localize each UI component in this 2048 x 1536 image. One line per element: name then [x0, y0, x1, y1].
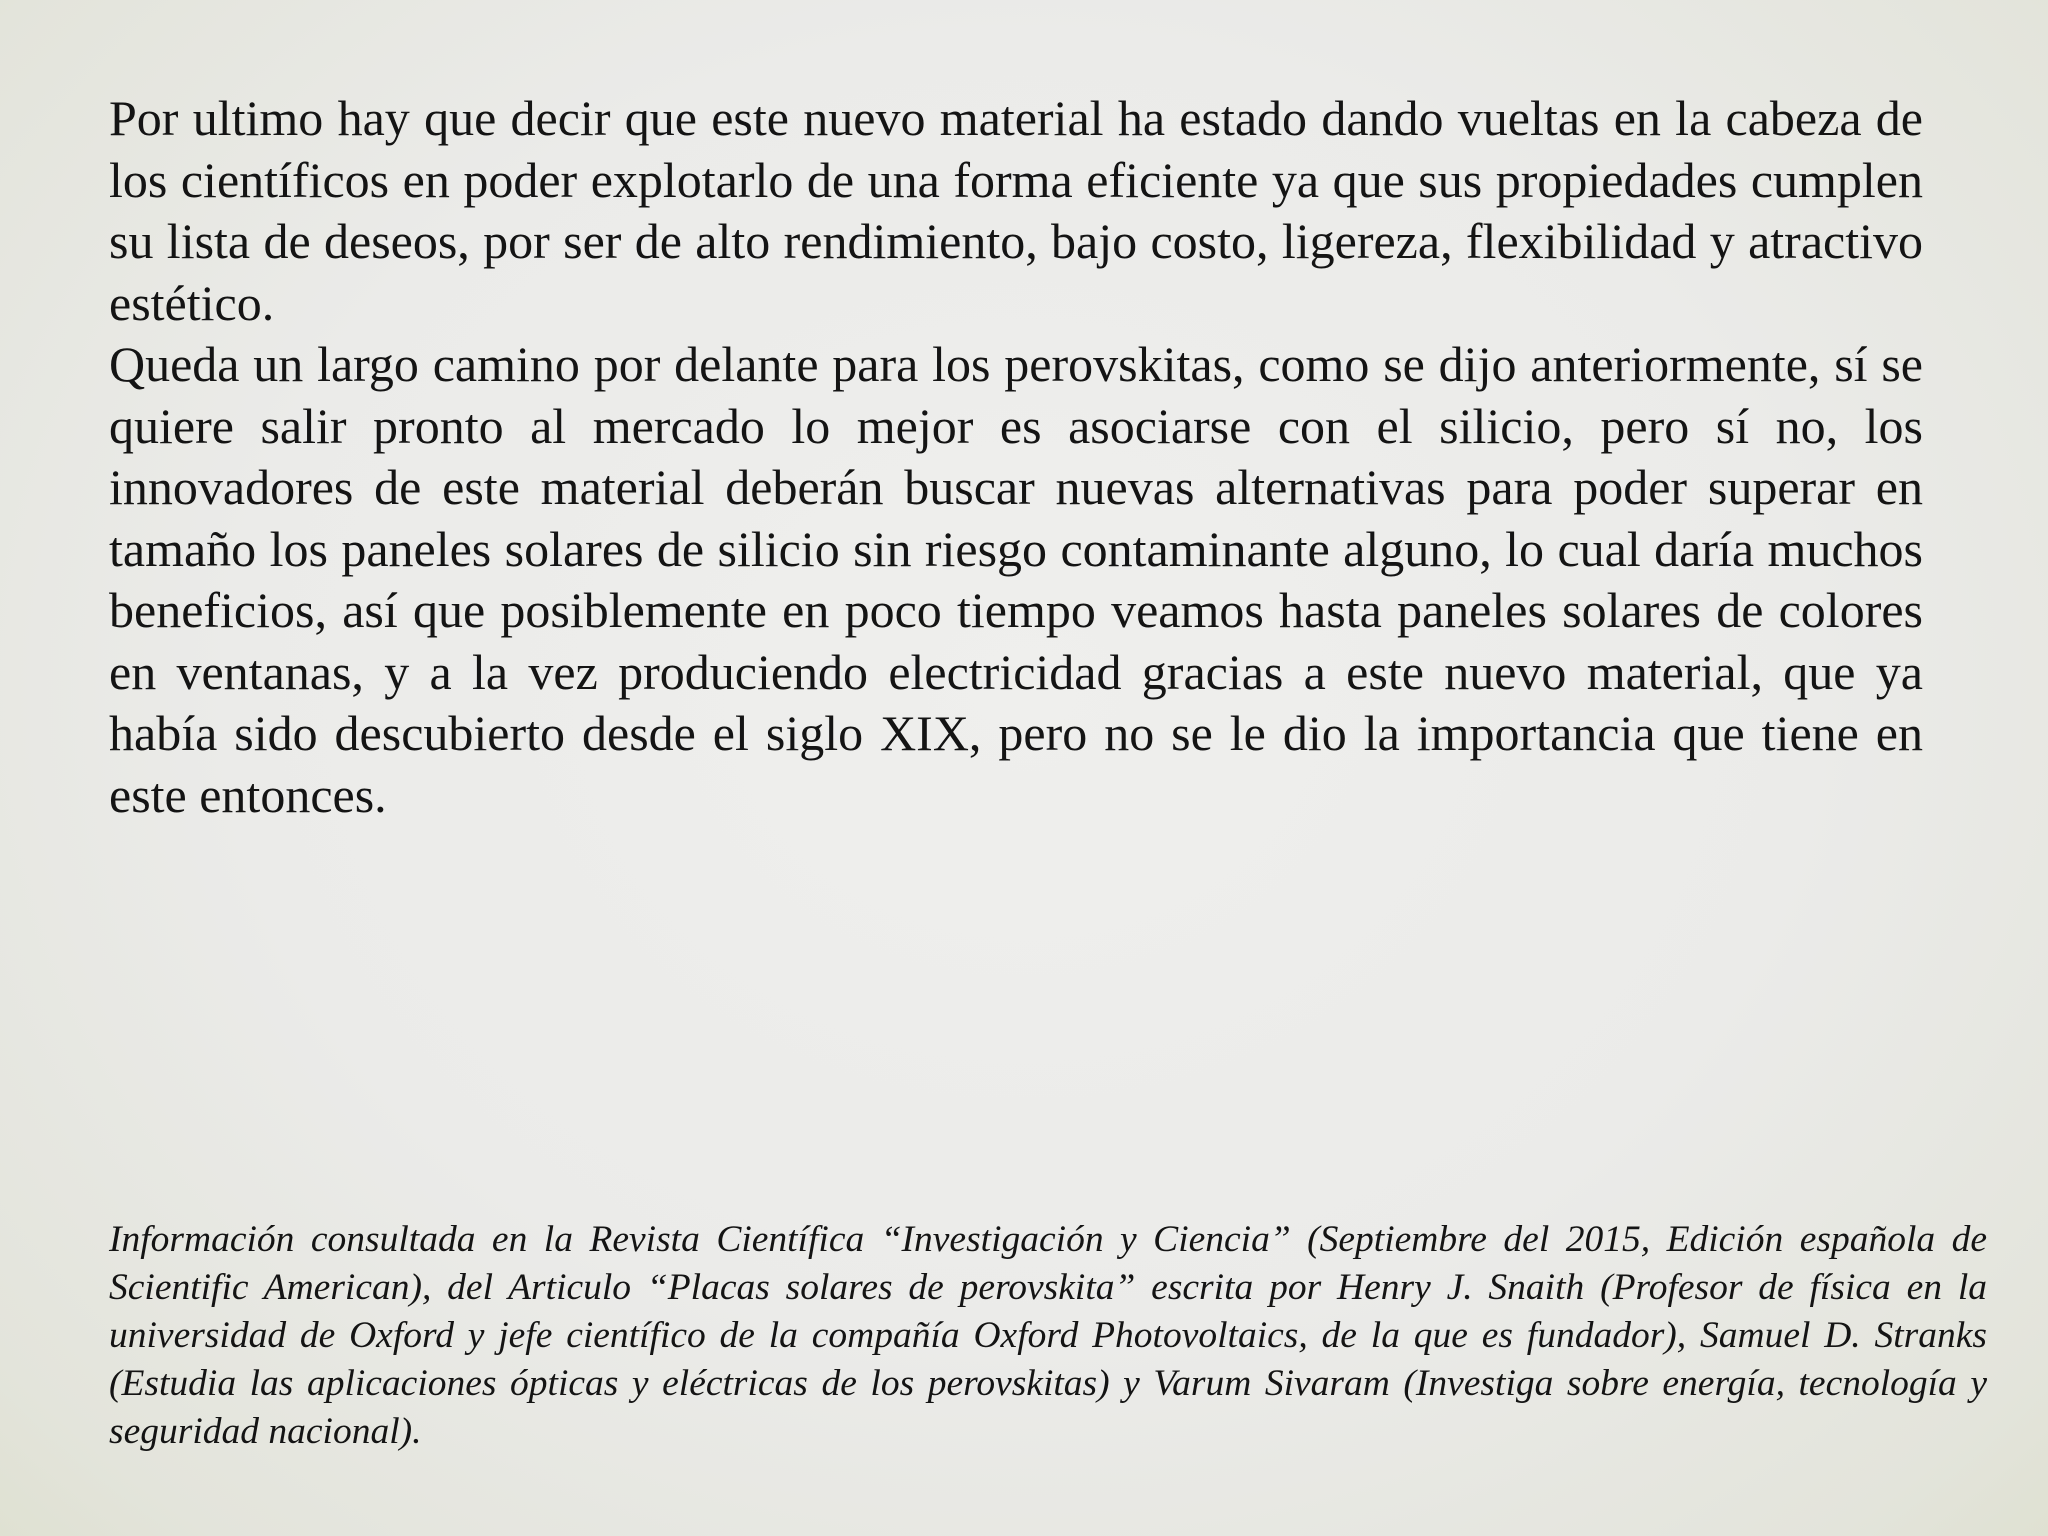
paragraph-conclusion: Por ultimo hay que decir que este nuevo material ha estado dando vueltas en la cabeza de los científicos en poder explotarlo de una forma eficiente ya que sus propiedades cumplen su lista de deseos, por ser de alto rendimiento, bajo costo, ligereza, flexibilidad y atractivo estético. — [109, 90, 1923, 331]
source-citation: Información consultada en la Revista Científica “Investigación y Ciencia” (Septiembre del 2015, Edición española de Scientific American), del Articulo “Placas solares de perovskita” escrita por Henry J. Snaith (Profesor de física en la universidad de Oxford y jefe científico de la compañía Oxford Photovoltaics, de la que es fundador), Samuel D. Stranks (Estudia las aplicaciones ópticas y eléctricas de los perovskitas) y Varum Sivaram (Investiga sobre energía, tecnología y seguridad nacional). — [109, 1219, 1987, 1452]
slide-body-text — [109, 88, 1923, 826]
paragraph-outlook: Queda un largo camino por delante para los perovskitas, como se dijo anteriormente, sí se quiere salir pronto al mercado lo mejor es asociarse con el silicio, pero sí no, los innovadores de este material deberán buscar nuevas alternativas para poder superar en tamaño los paneles solares de silicio sin riesgo contaminante alguno, lo cual daría muchos beneficios, así que posiblemente en poco tiempo veamos hasta paneles solares de colores en ventanas, y a la vez produciendo electricidad gracias a este nuevo material, que ya había sido descubierto desde el siglo XIX, pero no se le dio la importancia que tiene en este entonces. — [109, 336, 1923, 823]
